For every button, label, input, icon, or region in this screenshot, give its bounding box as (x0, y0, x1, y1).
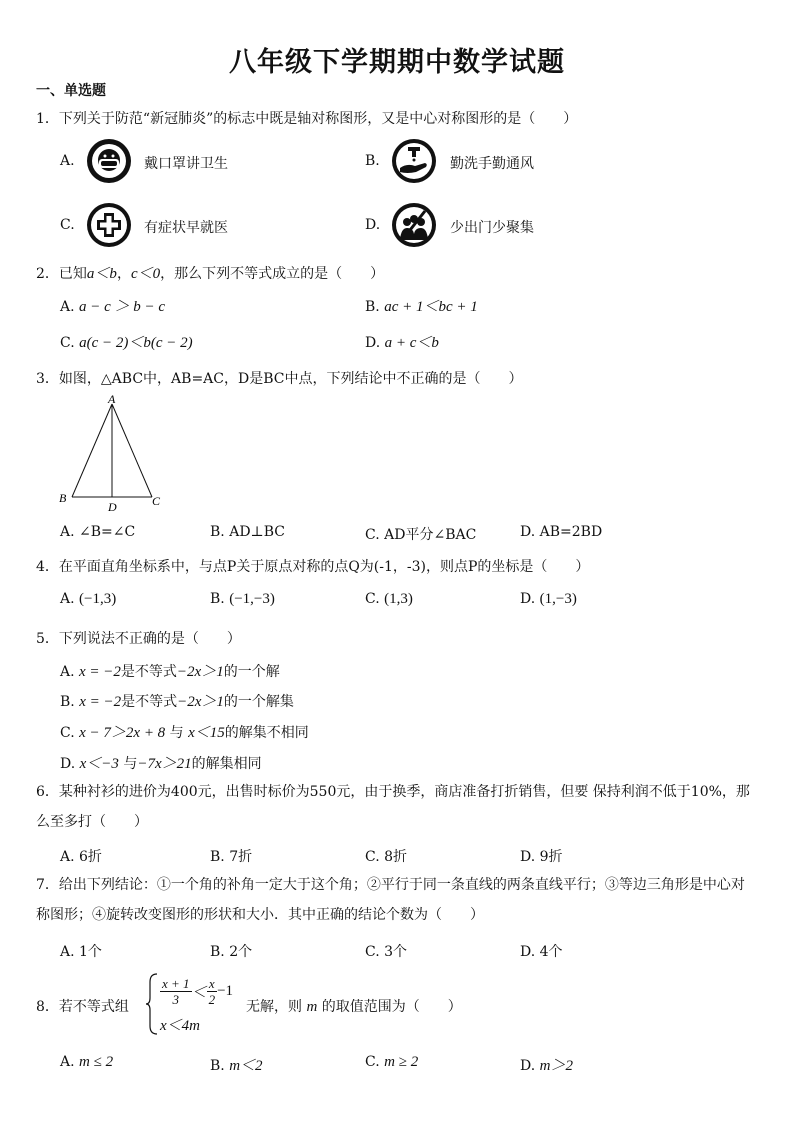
q2-option-a[interactable] (60, 295, 165, 316)
no-crowd-icon (391, 202, 437, 248)
q2-condition-2: c＜0 (130, 266, 161, 282)
q8-option-b[interactable] (210, 1054, 263, 1075)
q8-stem-post: 的取值范围为（ ） (321, 999, 462, 1015)
vertex-b-label: B (59, 491, 67, 505)
q7-option-a[interactable] (60, 941, 102, 961)
q6-option-c[interactable] (365, 846, 407, 866)
q3-option-a[interactable] (60, 524, 135, 540)
question-8-stem-rest (246, 996, 462, 1016)
q3-option-a-text: ∠B=∠C (79, 524, 136, 540)
system-minus-one: −1 (217, 983, 234, 999)
q6-option-d-text: 9折 (539, 849, 563, 865)
q3-option-d-letter: D. (520, 524, 536, 540)
q4-option-b[interactable] (210, 591, 275, 608)
q5-option-a-expr1: x = −2 (79, 664, 121, 680)
q5-option-c-tail: 的解集不相同 (224, 725, 309, 741)
q2-stem-pre: 2．已知 (36, 266, 87, 282)
q5-option-c-expr1: x − 7＞2x + 8 (79, 725, 166, 741)
q2-option-c-expr: a(c − 2)＜b(c − 2) (79, 335, 193, 351)
q5-option-a[interactable] (60, 660, 280, 681)
q3-option-c[interactable] (365, 524, 476, 544)
q2-option-a-letter: A. (60, 299, 75, 315)
q3-option-b[interactable] (210, 524, 285, 540)
q1-option-c-label: 有症状早就医 (144, 220, 228, 236)
system-less-than: ＜ (191, 985, 207, 1001)
q7-option-b[interactable] (210, 941, 252, 961)
section-heading: 一、单选题 (36, 83, 106, 99)
q8-option-c-letter: C. (365, 1054, 380, 1070)
q2-option-b[interactable] (365, 295, 478, 316)
q5-option-a-mid: 是不等式 (120, 664, 177, 680)
fraction-2 (207, 976, 218, 1007)
fraction-1-numerator: x + 1 (162, 976, 190, 991)
q2-option-c-letter: C. (60, 335, 75, 351)
question-1-stem: 1．下列关于防范“新冠肺炎”的标志中既是轴对称图形，又是中心对称图形的是（ ） (36, 111, 578, 127)
q7-option-d[interactable] (520, 941, 563, 961)
q4-option-c[interactable] (365, 591, 413, 608)
q2-option-b-letter: B. (365, 299, 380, 315)
q5-option-d-expr2: −7x＞21 (137, 756, 192, 772)
q5-option-d-mid: 与 (123, 756, 138, 772)
q7-option-a-text: 1个 (79, 944, 102, 960)
vertex-c-label: C (152, 494, 161, 508)
q6-option-c-letter: C. (365, 849, 380, 865)
q8-stem-mid: 无解，则 (246, 999, 302, 1015)
system-line-1 (160, 976, 233, 1007)
q5-option-b-letter: B. (60, 694, 75, 710)
q7-option-d-text: 4个 (539, 944, 563, 960)
q8-option-c-expr: m ≥ 2 (384, 1054, 419, 1070)
q1-option-a-label: 戴口罩讲卫生 (144, 156, 228, 172)
q4-option-d-expr: (1,−3) (539, 591, 577, 607)
q1-option-b-label: 勤洗手勤通风 (450, 156, 534, 172)
q8-option-a-expr: m ≤ 2 (79, 1054, 114, 1070)
question-4-stem: 4．在平面直角坐标系中，与点P关于原点对称的点Q为(-1，-3)，则点P的坐标是（ ） (36, 559, 590, 575)
q5-option-c[interactable] (60, 721, 309, 742)
q5-option-d-tail: 的解集相同 (191, 756, 262, 772)
q8-option-d-expr: m＞2 (539, 1058, 573, 1074)
triangle-figure (52, 392, 172, 514)
q3-option-b-text: AD⊥BC (229, 524, 285, 540)
q3-option-d[interactable] (520, 524, 602, 540)
q7-option-d-letter: D. (520, 944, 536, 960)
q2-condition-1: a＜b (86, 266, 117, 282)
q2-stem-post: ，那么下列不等式成立的是（ ） (160, 266, 385, 282)
q2-option-c[interactable] (60, 331, 193, 352)
question-5-stem: 5．下列说法不正确的是（ ） (36, 631, 241, 647)
q6-option-b[interactable] (210, 846, 252, 866)
q7-option-c-text: 3个 (384, 944, 408, 960)
q7-option-c-letter: C. (365, 944, 380, 960)
q7-option-c[interactable] (365, 941, 407, 961)
q8-option-b-letter: B. (210, 1058, 225, 1074)
q5-option-b[interactable] (60, 690, 294, 711)
q5-option-d-expr1: x＜−3 (79, 756, 119, 772)
q4-option-a-letter: A. (60, 591, 75, 607)
q4-option-b-letter: B. (210, 591, 225, 607)
q5-option-d-letter: D. (60, 756, 76, 772)
q6-option-c-text: 8折 (384, 849, 408, 865)
question-3-stem: 3．如图，△ABC中，AB=AC，D是BC中点，下列结论中不正确的是（ ） (36, 371, 523, 387)
fraction-2-numerator: x (207, 976, 218, 992)
q3-option-c-text: AD平分∠BAC (384, 527, 477, 543)
vertex-a-label: A (108, 392, 116, 406)
q6-option-a-letter: A. (60, 849, 75, 865)
q4-option-c-expr: (1,3) (384, 591, 413, 607)
q2-separator: ， (116, 266, 131, 282)
q6-option-b-text: 7折 (229, 849, 253, 865)
q3-option-c-letter: C. (365, 527, 380, 543)
q4-option-a[interactable] (60, 591, 116, 608)
q4-option-c-letter: C. (365, 591, 380, 607)
medical-cross-icon (86, 202, 132, 248)
q6-option-d[interactable] (520, 846, 563, 866)
q5-option-c-mid: 与 (169, 725, 184, 741)
q2-option-d-expr: a + c＜b (384, 335, 439, 351)
question-2-stem (36, 262, 384, 283)
q8-option-a-letter: A. (60, 1054, 75, 1070)
q8-option-c[interactable] (365, 1054, 418, 1071)
q2-option-b-expr: ac + 1＜bc + 1 (384, 299, 478, 315)
q5-option-b-mid: 是不等式 (121, 694, 178, 710)
system-brace (145, 972, 159, 1036)
q4-option-d[interactable] (520, 591, 577, 608)
page-title: 八年级下学期期中数学试题 (229, 47, 565, 78)
system-line-2: x＜4m (160, 1018, 200, 1034)
q2-option-a-expr: a − c ＞ b − c (79, 299, 166, 315)
q1-option-d-letter[interactable]: D. (365, 217, 381, 233)
q5-option-a-expr2: −2x＞1 (176, 664, 224, 680)
q4-option-d-letter: D. (520, 591, 536, 607)
q5-option-d[interactable] (60, 752, 262, 773)
q2-option-d[interactable] (365, 331, 439, 352)
q8-option-d[interactable] (520, 1054, 573, 1075)
q6-option-b-letter: B. (210, 849, 225, 865)
question-7-stem: 7．给出下列结论：①一个角的补角一定大于这个角；②平行于同一条直线的两条直线平行；③等边三角形是中心对称图形；④旋转改变图形的形状和大小．其中正确的结论个数为（ ） (36, 877, 745, 923)
q5-option-a-tail: 的一个解 (223, 664, 280, 680)
q3-option-b-letter: B. (210, 524, 225, 540)
q7-option-a-letter: A. (60, 944, 75, 960)
q6-option-a[interactable] (60, 846, 102, 866)
q8-variable: m (306, 999, 318, 1015)
q2-option-d-letter: D. (365, 335, 381, 351)
q5-option-c-expr2: x＜15 (188, 725, 225, 741)
q5-option-c-letter: C. (60, 725, 75, 741)
q5-option-a-letter: A. (60, 664, 75, 680)
q8-option-d-letter: D. (520, 1058, 536, 1074)
q8-option-a[interactable] (60, 1054, 113, 1071)
q4-option-b-expr: (−1,−3) (229, 591, 275, 607)
q1-option-c-letter[interactable]: C. (60, 217, 75, 233)
q6-option-a-text: 6折 (79, 849, 102, 865)
q5-option-b-expr2: −2x＞1 (177, 694, 224, 710)
q5-option-b-expr1: x = −2 (79, 694, 122, 710)
q6-option-d-letter: D. (520, 849, 536, 865)
fraction-2-denominator: 2 (208, 992, 216, 1007)
q3-option-a-letter: A. (60, 524, 75, 540)
q7-option-b-letter: B. (210, 944, 225, 960)
q1-option-d-label: 少出门少聚集 (450, 220, 534, 236)
question-6-stem: 6．某种衬衫的进价为400元，出售时标价为550元，由于换季，商店准备打折销售，但要 保持利润不低于10%，那么至多打（ ） (36, 784, 750, 830)
q8-option-b-expr: m＜2 (229, 1058, 263, 1074)
mask-face-icon (86, 138, 132, 184)
fraction-1-denominator: 3 (172, 992, 180, 1007)
q1-option-a-letter[interactable]: A. (60, 153, 75, 169)
question-8-stem-pre: 8．若不等式组 (36, 999, 129, 1015)
fraction-1 (160, 976, 192, 1007)
q4-option-a-expr: (−1,3) (79, 591, 117, 607)
point-d-label: D (108, 500, 117, 514)
q3-option-d-text: AB=2BD (539, 524, 603, 540)
q7-option-b-text: 2个 (229, 944, 253, 960)
hand-wash-icon (391, 138, 437, 184)
q5-option-b-tail: 的一个解集 (223, 694, 294, 710)
q1-option-b-letter[interactable]: B. (365, 153, 380, 169)
